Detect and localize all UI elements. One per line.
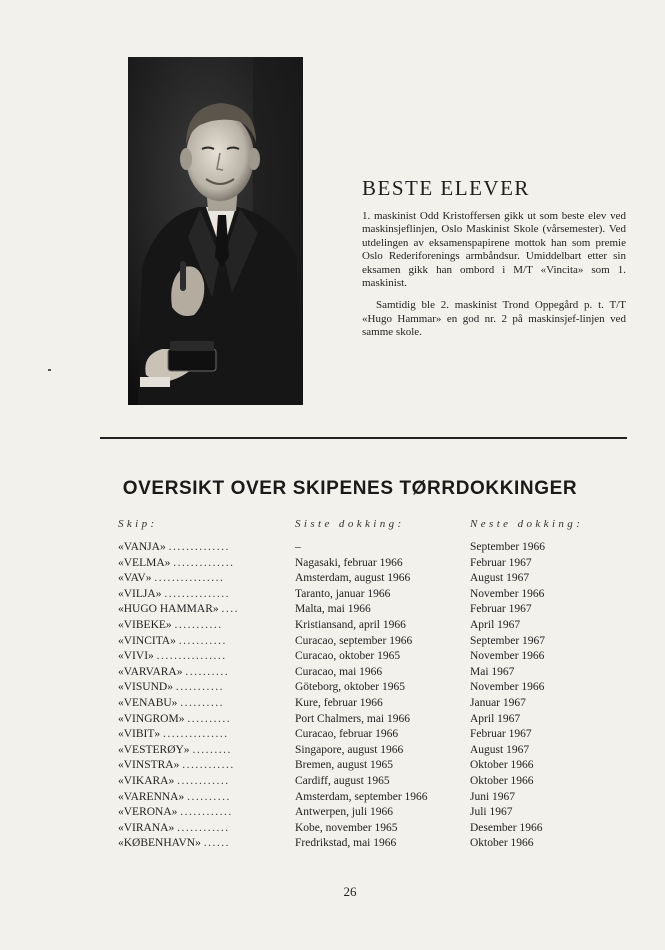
beste-paragraph-1: 1. maskinist Odd Kristoffersen gikk ut som beste elev ved maskinsjeflinjen, Oslo Maskinist Skole (vårsemester). Ved utdelingen av eksamenspapirene mottok han som premie Oslo Rederiforenings armbåndsur. Umiddelbart etter sin eksamen gikk han ombord i M/T «Vincita» som 1. maskinist.: [362, 210, 626, 290]
ship-row: [118, 805, 278, 821]
siste-dokking-cell: Kristiansand, april 1966: [295, 618, 406, 631]
ship-name: «VIRANA»: [118, 821, 175, 834]
ship-name: «VIKARA»: [118, 774, 175, 787]
siste-dokking-cell: Curacao, september 1966: [295, 634, 413, 647]
neste-dokking-cell: Juli 1967: [470, 806, 513, 819]
margin-mark: [48, 369, 51, 371]
ship-row: [118, 571, 278, 587]
neste-dokking-cell: November 1966: [470, 650, 545, 663]
ship-row: [118, 602, 278, 618]
neste-dokking-cell: Oktober 1966: [470, 759, 534, 772]
leader-dots: .........: [192, 743, 232, 756]
leader-dots: ...........: [175, 681, 224, 694]
leader-dots: ..............: [168, 541, 230, 553]
siste-dokking-cell: Curacao, mai 1966: [295, 665, 383, 678]
ship-name: «VISUND»: [118, 681, 173, 694]
ship-row: [118, 836, 278, 852]
ship-names-column: [118, 540, 278, 852]
ship-name: «KØBENHAVN»: [118, 837, 201, 850]
portrait-illustration: [128, 57, 303, 405]
leader-dots: ...........: [174, 618, 223, 631]
ship-name: «VINSTRA»: [118, 759, 180, 772]
neste-dokking-cell: April 1967: [470, 618, 521, 631]
neste-dokking-cell: April 1967: [470, 712, 521, 725]
ship-row: [118, 743, 278, 759]
neste-dokking-cell: Mai 1967: [470, 665, 515, 678]
ship-row: [118, 665, 278, 681]
ship-name: «VINGROM»: [118, 712, 185, 725]
siste-dokking-cell: Curacao, februar 1966: [295, 728, 399, 741]
ship-name: «VERONA»: [118, 806, 178, 819]
neste-dokking-cell: Desember 1966: [470, 821, 543, 834]
leader-dots: ................: [156, 650, 227, 663]
leader-dots: ..............: [173, 556, 235, 569]
neste-dokking-cell: November 1966: [470, 587, 545, 600]
ship-row: [118, 696, 278, 712]
neste-dokking-cell: Februar 1967: [470, 728, 532, 741]
section-divider: [100, 437, 627, 439]
ship-name: «VENABU»: [118, 696, 178, 709]
siste-dokking-cell: Cardiff, august 1965: [295, 774, 390, 787]
neste-dokking-column: [470, 540, 600, 852]
leader-dots: ....: [221, 603, 240, 616]
siste-dokking-cell: Singapore, august 1966: [295, 743, 404, 756]
ship-name: «VELMA»: [118, 556, 171, 569]
leader-dots: ...............: [163, 728, 229, 741]
leader-dots: ............: [177, 774, 230, 787]
neste-dokking-cell: September 1967: [470, 634, 546, 647]
ship-name: «VAV»: [118, 572, 152, 585]
ship-row: [118, 758, 278, 774]
siste-dokking-cell: Taranto, januar 1966: [295, 587, 391, 600]
siste-dokking-cell: Nagasaki, februar 1966: [295, 556, 403, 569]
ship-name: «VANJA»: [118, 541, 166, 553]
leader-dots: ..........: [185, 665, 230, 678]
siste-dokking-cell: Fredrikstad, mai 1966: [295, 837, 397, 850]
siste-dokking-cell: Göteborg, oktober 1965: [295, 681, 405, 694]
leader-dots: ............: [182, 759, 235, 772]
oversikt-heading: OVERSIKT OVER SKIPENES TØRRDOKKINGER: [122, 478, 578, 499]
siste-dokking-cell: Antwerpen, juli 1966: [295, 806, 394, 819]
siste-dokking-column: [295, 540, 460, 852]
column-header-neste: Neste dokking:: [470, 518, 584, 530]
ship-name: «VARENNA»: [118, 790, 185, 803]
ship-row: [118, 540, 278, 556]
leader-dots: ..........: [187, 790, 231, 803]
ship-name: «VESTERØY»: [118, 743, 190, 756]
ship-row: [118, 587, 278, 603]
neste-dokking-cell: Januar 1967: [470, 696, 526, 709]
neste-dokking-cell: Februar 1967: [470, 603, 532, 616]
ship-row: [118, 649, 278, 665]
leader-dots: ............: [180, 806, 233, 819]
ship-name: «VIBEKE»: [118, 618, 172, 631]
ship-row: [118, 774, 278, 790]
neste-dokking-cell: Juni 1967: [470, 790, 516, 803]
siste-dokking-cell: Curacao, oktober 1965: [295, 650, 401, 663]
neste-dokking-cell: Februar 1967: [470, 556, 532, 569]
ship-name: «HUGO HAMMAR»: [118, 603, 219, 616]
ship-row: [118, 556, 278, 572]
siste-dokking-cell: Kobe, november 1965: [295, 821, 398, 834]
ship-row: [118, 618, 278, 634]
leader-dots: ...........: [178, 634, 227, 647]
neste-dokking-cell: September 1966: [470, 541, 546, 553]
ship-row: [118, 680, 278, 696]
beste-elever-heading: BESTE ELEVER: [362, 176, 530, 200]
siste-dokking-cell: Port Chalmers, mai 1966: [295, 712, 410, 725]
ship-row: [118, 727, 278, 743]
neste-dokking-cell: Oktober 1966: [470, 774, 534, 787]
ship-name: «VIVI»: [118, 650, 154, 663]
siste-dokking-cell: Bremen, august 1965: [295, 759, 394, 772]
beste-elever-text: [362, 210, 626, 349]
leader-dots: ..........: [187, 712, 232, 725]
beste-paragraph-2: Samtidig ble 2. maskinist Trond Oppegård p. t. T/T «Hugo Hammar» en god nr. 2 på maskinsjef-linjen ved samme skole.: [362, 299, 626, 339]
leader-dots: ..........: [180, 696, 225, 709]
ship-row: [118, 634, 278, 650]
leader-dots: ................: [154, 572, 225, 585]
siste-dokking-cell: Amsterdam, september 1966: [295, 790, 428, 803]
neste-dokking-cell: Oktober 1966: [470, 837, 534, 850]
neste-dokking-cell: November 1966: [470, 681, 545, 694]
ship-row: [118, 712, 278, 728]
leader-dots: ............: [177, 821, 230, 834]
ship-name: «VILJA»: [118, 587, 162, 600]
ship-name: «VIBIT»: [118, 728, 161, 741]
leader-dots: ......: [203, 837, 230, 850]
siste-dokking-cell: Amsterdam, august 1966: [295, 572, 411, 585]
ship-row: [118, 790, 278, 806]
neste-dokking-cell: August 1967: [470, 743, 530, 756]
column-header-skip: Skip:: [118, 518, 158, 530]
leader-dots: ...............: [164, 587, 230, 600]
page-number: 26: [343, 884, 357, 899]
ship-row: [118, 821, 278, 837]
siste-dokking-cell: –: [295, 541, 301, 553]
siste-dokking-cell: Kure, februar 1966: [295, 696, 383, 709]
siste-dokking-cell: Malta, mai 1966: [295, 603, 371, 616]
column-header-siste: Siste dokking:: [295, 518, 405, 530]
neste-dokking-cell: August 1967: [470, 572, 530, 585]
ship-name: «VARVARA»: [118, 665, 183, 678]
portrait-photo: [128, 57, 303, 405]
ship-name: «VINCITA»: [118, 634, 176, 647]
